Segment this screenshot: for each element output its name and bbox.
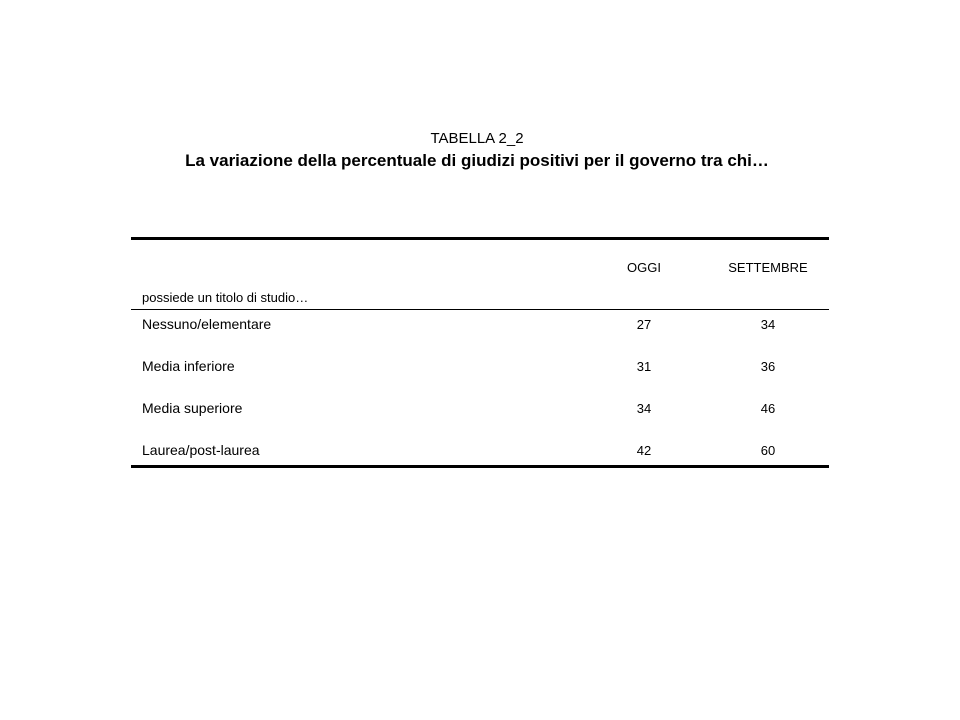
cell-settembre: 46	[760, 400, 776, 416]
data-table-container	[131, 237, 829, 468]
table-number: TABELLA 2_2	[430, 130, 524, 147]
data-table	[131, 237, 829, 465]
cell-settembre: 34	[760, 317, 776, 332]
cell-oggi: 42	[636, 442, 652, 458]
table-row	[131, 394, 829, 436]
column-header-settembre: SETTEMBRE	[728, 260, 808, 275]
row-header-label: possiede un titolo di studio…	[142, 290, 309, 305]
column-header-oggi: OGGI	[627, 260, 661, 275]
row-label: Media superiore	[142, 399, 243, 416]
table-row	[131, 310, 829, 352]
table-bottom-rule	[131, 465, 829, 468]
table-row	[131, 352, 829, 394]
cell-settembre: 60	[760, 442, 776, 458]
title-block	[0, 130, 960, 172]
cell-oggi: 27	[636, 317, 652, 332]
cell-settembre: 36	[760, 358, 776, 374]
table-header-row	[131, 239, 829, 310]
row-label: Laurea/post-laurea	[142, 441, 260, 458]
cell-oggi: 31	[636, 358, 652, 374]
row-label: Nessuno/elementare	[142, 316, 272, 332]
table-title: La variazione della percentuale di giudizi positivi per il governo tra chi…	[185, 151, 769, 170]
row-label: Media inferiore	[142, 357, 235, 374]
cell-oggi: 34	[636, 400, 652, 416]
table-row	[131, 436, 829, 465]
